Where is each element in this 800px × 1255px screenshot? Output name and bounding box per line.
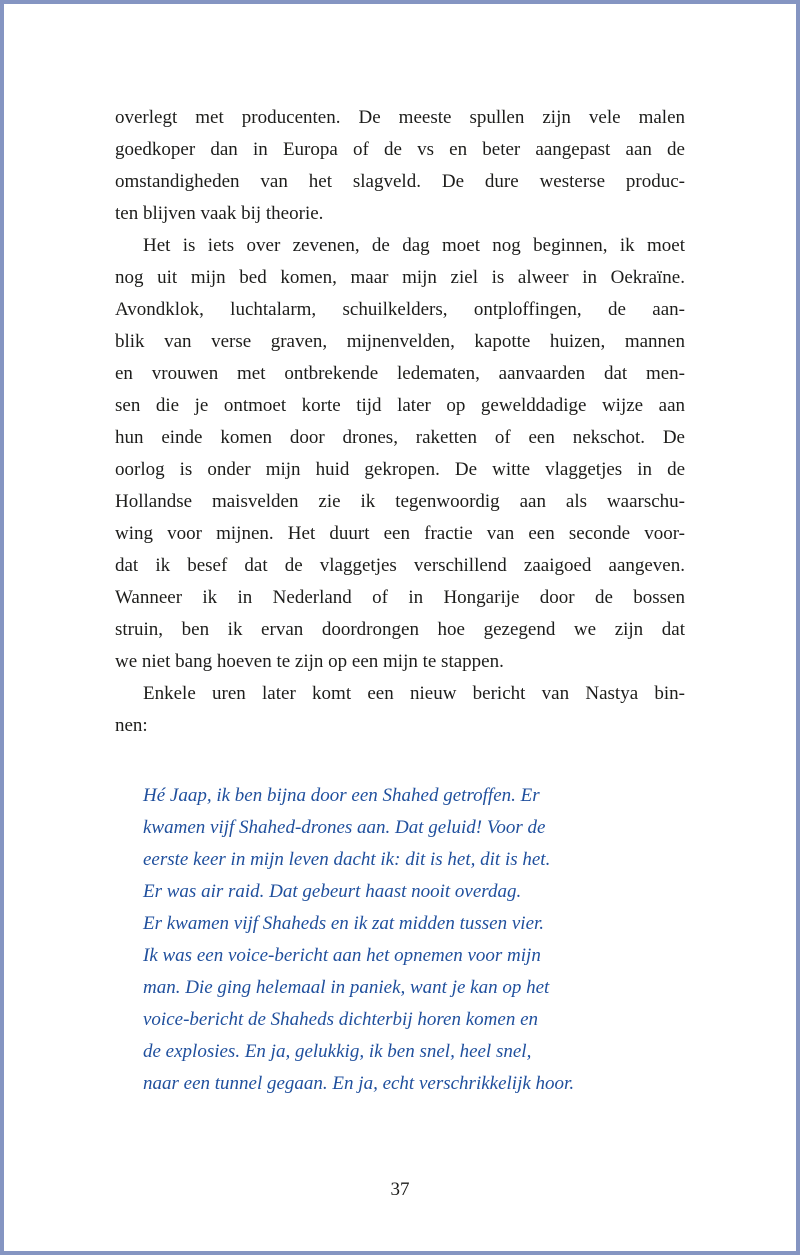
page-number: 37 xyxy=(390,1179,410,1200)
text-line: struin, ben ik ervan doordrongen hoe gezegend we zijn dat xyxy=(115,619,685,640)
text-line: hun einde komen door drones, raketten of een nekschot. De xyxy=(115,427,685,448)
quote-line: eerste keer in mijn leven dacht ik: dit is het, dit is het. xyxy=(143,849,551,870)
text-line: sen die je ontmoet korte tijd later op gewelddadige wijze aan xyxy=(115,395,685,416)
paragraph xyxy=(115,678,685,742)
quote-line: de explosies. En ja, gelukkig, ik ben snel, heel snel, xyxy=(143,1041,532,1062)
text-line: ten blijven vaak bij theorie. xyxy=(115,203,324,224)
text-line: overlegt met producenten. De meeste spullen zijn vele malen xyxy=(115,107,685,128)
text-line: wing voor mijnen. Het duurt een fractie van een seconde voor- xyxy=(115,523,685,544)
text-line: oorlog is onder mijn huid gekropen. De witte vlaggetjes in de xyxy=(115,459,685,480)
text-line: Wanneer ik in Nederland of in Hongarije door de bossen xyxy=(115,587,685,608)
paragraphs-container xyxy=(115,102,685,742)
quote-block xyxy=(143,780,685,1100)
text-line: Het is iets over zevenen, de dag moet nog beginnen, ik moet xyxy=(143,235,685,256)
text-line: nen: xyxy=(115,715,148,736)
quote-line: Er was air raid. Dat gebeurt haast nooit overdag. xyxy=(143,881,522,902)
paragraph xyxy=(115,102,685,230)
text-line: en vrouwen met ontbrekende ledematen, aanvaarden dat men- xyxy=(115,363,685,384)
text-line: dat ik besef dat de vlaggetjes verschillend zaaigoed aangeven. xyxy=(115,555,685,576)
body-text xyxy=(115,4,685,1100)
quote-line: kwamen vijf Shahed-drones aan. Dat geluid! Voor de xyxy=(143,817,546,838)
quote-line: voice-bericht de Shaheds dichterbij horen komen en xyxy=(143,1009,539,1030)
quote-line: naar een tunnel gegaan. En ja, echt verschrikkelijk hoor. xyxy=(143,1073,575,1094)
text-line: we niet bang hoeven te zijn op een mijn te stappen. xyxy=(115,651,504,672)
quote-line: Ik was een voice-bericht aan het opnemen voor mijn xyxy=(143,945,541,966)
quote-line: man. Die ging helemaal in paniek, want je kan op het xyxy=(143,977,550,998)
text-line: nog uit mijn bed komen, maar mijn ziel is alweer in Oekraïne. xyxy=(115,267,685,288)
text-line: Avondklok, luchtalarm, schuilkelders, ontploffingen, de aan- xyxy=(115,299,685,320)
text-line: Hollandse maisvelden zie ik tegenwoordig aan als waarschu- xyxy=(115,491,685,512)
text-line: Enkele uren later komt een nieuw bericht van Nastya bin- xyxy=(143,683,685,704)
text-line: omstandigheden van het slagveld. De dure westerse produc- xyxy=(115,171,685,192)
quote-line: Hé Jaap, ik ben bijna door een Shahed getroffen. Er xyxy=(143,785,540,806)
paragraph xyxy=(115,230,685,678)
quote-line: Er kwamen vijf Shaheds en ik zat midden tussen vier. xyxy=(143,913,545,934)
text-line: goedkoper dan in Europa of de vs en beter aangepast aan de xyxy=(115,139,685,160)
text-line: blik van verse graven, mijnenvelden, kapotte huizen, mannen xyxy=(115,331,685,352)
